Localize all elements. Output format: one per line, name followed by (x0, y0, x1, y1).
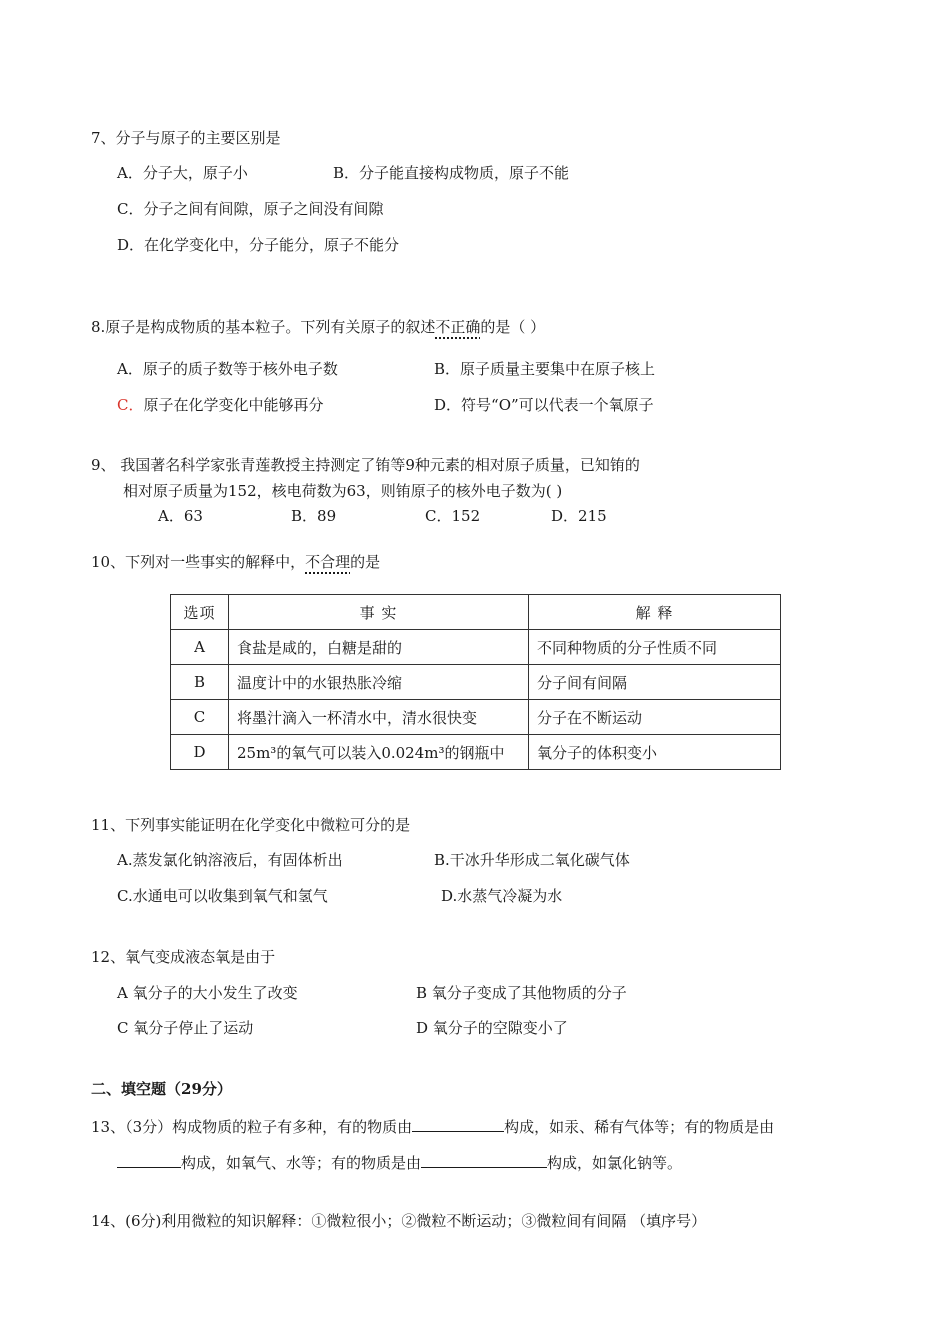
q7-option-a: A．分子大，原子小 (117, 164, 248, 182)
section-title: 二、填空题（29分） (91, 1080, 232, 1098)
q9-option-b: B．89 (291, 507, 337, 525)
q8-option-c (117, 395, 324, 415)
row-explanation: 分子在不断运动 (529, 700, 781, 735)
q7-option-d: D．在化学变化中，分子能分，原子不能分 (117, 236, 400, 254)
header-explanation: 解 释 (529, 595, 781, 630)
q13-part1: 13、（3分）构成物质的粒子有多种，有的物质由 (91, 1118, 413, 1136)
q8-stem-post: 的是（ ） (480, 318, 546, 336)
row-fact: 将墨汁滴入一杯清水中，清水很快变 (229, 700, 529, 735)
header-option: 选项 (171, 595, 229, 630)
q7-option-b: B．分子能直接构成物质，原子不能 (333, 164, 570, 182)
q11-option-b: B.干冰升华形成二氧化碳气体 (434, 851, 630, 869)
table-row (171, 700, 781, 735)
q12-option-d: D 氧分子的空隙变小了 (416, 1019, 568, 1037)
q8-stem (91, 317, 545, 337)
q7-option-c: C．分子之间有间隙，原子之间没有间隙 (117, 200, 384, 218)
q12-option-b: B 氧分子变成了其他物质的分子 (416, 984, 627, 1002)
q10-stem-post: 的是 (350, 553, 381, 571)
q10-stem-pre: 10、下列对一些事实的解释中， (91, 553, 306, 571)
q9-option-c: C．152 (425, 507, 481, 525)
q11-stem: 11、下列事实能证明在化学变化中微粒可分的是 (91, 816, 411, 834)
q8-option-c-text: 原子在化学变化中能够再分 (143, 396, 324, 414)
table-header-row (171, 595, 781, 630)
row-option: D (171, 735, 229, 770)
row-fact: 温度计中的水银热胀冷缩 (229, 665, 529, 700)
q7-stem: 7、分子与原子的主要区别是 (91, 129, 281, 147)
row-fact: 食盐是咸的，白糖是甜的 (229, 630, 529, 665)
q11-option-c: C.水通电可以收集到氧气和氢气 (117, 887, 328, 905)
header-fact: 事 实 (229, 595, 529, 630)
table-row (171, 665, 781, 700)
q12-option-c: C 氧分子停止了运动 (117, 1019, 254, 1037)
q9-option-d: D．215 (551, 507, 607, 525)
q8-option-b: B．原子质量主要集中在原子核上 (434, 360, 656, 378)
row-option: C (171, 700, 229, 735)
table-row (171, 630, 781, 665)
q13-line2 (117, 1151, 682, 1173)
q11-option-a: A.蒸发氯化钠溶液后，有固体析出 (117, 851, 343, 869)
q10-stem-emphasis: 不合理 (305, 553, 351, 571)
q13-part2: 构成，如汞、稀有气体等；有的物质是由 (504, 1118, 775, 1136)
q9-stem-line1: 9、 我国著名科学家张青莲教授主持测定了铕等9种元素的相对原子质量，已知铕的 (91, 456, 640, 474)
q13-part4: 构成，如氯化钠等。 (547, 1154, 683, 1172)
q14-stem: 14、(6分)利用微粒的知识解释：①微粒很小；②微粒不断运动；③微粒间有间隔 （填序号） (91, 1212, 707, 1230)
row-explanation: 不同种物质的分子性质不同 (529, 630, 781, 665)
q9-option-a: A．63 (158, 507, 203, 525)
q8-option-a: A．原子的质子数等于核外电子数 (117, 360, 338, 378)
q10-fact-table (170, 594, 781, 770)
q12-option-a: A 氧分子的大小发生了改变 (117, 984, 298, 1002)
q13-blank-2[interactable] (117, 1151, 181, 1168)
row-fact: 25m³的氧气可以装入0.024m³的钢瓶中 (229, 735, 529, 770)
q13-blank-1[interactable] (412, 1115, 504, 1132)
q9-stem-line2: 相对原子质量为152，核电荷数为63，则铕原子的核外电子数为( ) (123, 482, 563, 500)
q8-stem-emphasis: 不正确 (435, 318, 481, 336)
row-option: A (171, 630, 229, 665)
q10-stem (91, 552, 380, 572)
q13-blank-3[interactable] (421, 1151, 547, 1168)
q8-option-c-letter: C． (117, 396, 144, 414)
q12-stem: 12、氧气变成液态氧是由于 (91, 948, 276, 966)
row-explanation: 分子间有间隔 (529, 665, 781, 700)
row-explanation: 氧分子的体积变小 (529, 735, 781, 770)
q13-part3: 构成，如氧气、水等；有的物质是由 (181, 1154, 422, 1172)
q8-option-d: D．符号“O”可以代表一个氧原子 (434, 396, 654, 414)
q11-option-d: D.水蒸气冷凝为水 (441, 887, 563, 905)
table-row (171, 735, 781, 770)
row-option: B (171, 665, 229, 700)
q13-line1 (91, 1115, 774, 1137)
q8-stem-pre: 8.原子是构成物质的基本粒子。下列有关原子的叙述 (91, 318, 436, 336)
